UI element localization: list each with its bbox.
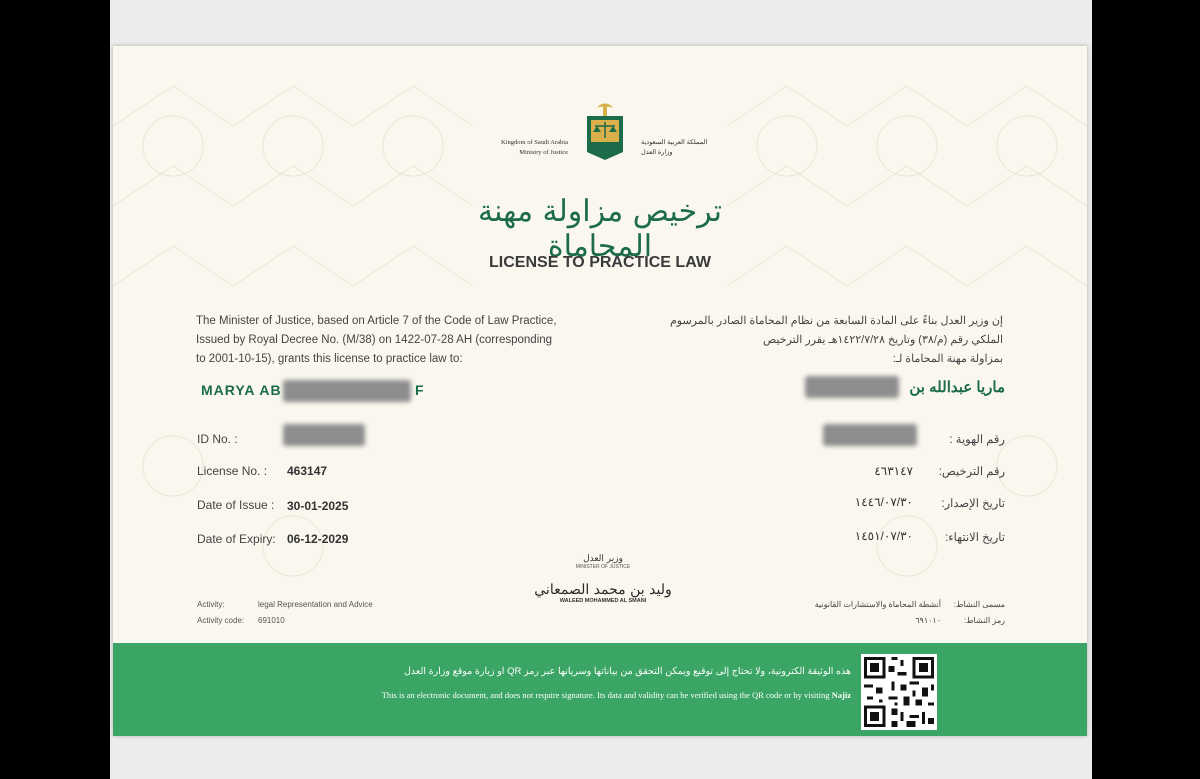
intro-en-line3: to 2001-10-15), grants this license to practice law to: [196,353,463,365]
license-number-ar: ٤٦٣١٤٧ [874,464,913,478]
kingdom-name-en: Kingdom of Saudi Arabia [501,139,568,146]
activity-label: Activity: [197,600,225,609]
verification-footer [113,643,1087,736]
footer-note-english [291,690,851,700]
intro-ar-line1: إن وزير العدل بناءً على المادة السابعة من نظام المحاماة الصادر بالمرسوم [669,315,1003,327]
licensee-name-english [201,382,425,398]
license-label: License No. : [197,464,268,478]
licensee-name-en-end: F [415,382,425,398]
title-arabic: ترخيص مزاولة مهنة المحاماة [477,194,723,264]
minister-title-ar: وزير العدل [583,554,623,564]
minister-title-en: MINISTER OF JUSTICE [575,564,631,570]
activity-code-value-ar: ٦٩١٠١٠ [915,616,941,625]
title-english: LICENSE TO PRACTICE LAW [489,254,711,271]
footer-note-english-text: This is an electronic document, and does not require signature. Its data and validity can be verified using the QR code or by visiting [381,690,830,700]
activity-value: legal Representation and Advice [258,600,373,609]
license-document [113,46,1087,736]
licensee-name-en-start: MARYA AB [201,382,282,398]
ministry-name-en: Ministry of Justice [519,149,568,156]
redacted-name-en [283,380,411,402]
intro-en-line2: Issued by Royal Decree No. (M/38) on 1422-07-28 AH (corresponding [196,334,553,346]
ministry-name-ar: وزارة العدل [641,149,673,156]
activity-value-ar: أنشطة المحاماة والاستشارات القانونية [814,600,941,609]
intro-english [196,312,588,369]
header-english [488,138,568,158]
redacted-id-ar [823,424,917,446]
qr-code-icon[interactable] [861,654,937,730]
activity-code-label: Activity code: [197,616,245,625]
header-arabic [641,138,721,158]
najiz-link[interactable]: Najiz [831,690,851,700]
expiry-date-label: Date of Expiry: [197,532,276,546]
intro-ar-line2: الملكي رقم (م/٣٨) وتاريخ ١٤٢٢/٧/٢٨هـ يقرر الترخيص [762,334,1003,346]
minister-signature-ar: وليد بن محمد الصمعاني [534,582,672,598]
license-label-ar: رقم الترخيص: [938,466,1005,478]
id-label-ar: رقم الهوية : [949,434,1005,446]
kingdom-name-ar: المملكة العربية السعودية [641,139,708,146]
issue-date-value-ar: ١٤٤٦/٠٧/٣٠ [854,495,913,509]
issue-date-value: 30-01-2025 [287,499,349,513]
activity-code-label-ar: رمز النشاط: [963,616,1005,625]
intro-ar-line3: بمزاولة مهنة المحاماة لـ: [892,353,1003,365]
ministry-emblem-icon [577,102,633,164]
signature-block [533,554,673,624]
activity-code-value: 691010 [258,616,285,625]
licensee-name-arabic: ماريا عبدالله بن [909,379,1005,396]
minister-name-en: WALEED MOHAMMED AL SMANI [559,598,647,604]
expiry-date-value: 06-12-2029 [287,532,349,546]
redacted-id-en [283,424,365,446]
id-label: ID No. : [197,432,238,446]
issue-date-label-ar: تاريخ الإصدار: [941,498,1005,510]
issue-date-label: Date of Issue : [197,498,275,512]
expiry-date-value-ar: ١٤٥١/٠٧/٣٠ [854,529,913,543]
license-number: 463147 [287,464,328,478]
expiry-date-label-ar: تاريخ الانتهاء: [945,532,1005,544]
redacted-name-ar [805,376,899,398]
intro-en-line1: The Minister of Justice, based on Article 7 of the Code of Law Practice, [196,315,557,327]
activity-label-ar: مسمى النشاط: [953,600,1005,609]
footer-note-arabic: هذه الوثيقة الكترونية، ولا تحتاج إلى توقيع ويمكن التحقق من بياناتها وسريانها عبر رمز QR او زيارة موقع وزارة العدل [403,666,851,677]
intro-arabic [613,312,1003,369]
